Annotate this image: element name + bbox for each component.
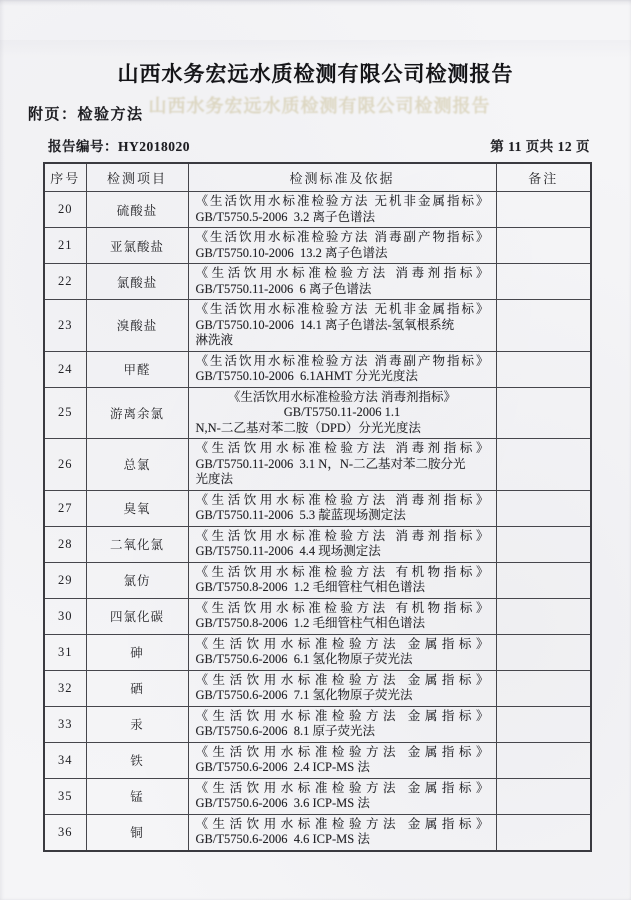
table-row: [44, 778, 591, 814]
standard-line: 《生活饮用水标准检验方法 消毒副产物指标》: [195, 230, 489, 244]
table-body: [44, 192, 591, 851]
page-number-info: 第 11 页共 12 页: [490, 139, 590, 154]
row-standard: [188, 778, 496, 814]
row-standard: [188, 228, 496, 264]
row-number: 35: [44, 778, 86, 814]
row-item: 总氯: [86, 439, 188, 491]
standard-line: 《生活饮用水标准检验方法 消毒副产物指标》: [195, 353, 489, 368]
standard-line: 《生活饮用水标准检验方法 金属指标》: [195, 672, 489, 687]
standard-line: GB/T5750.10-2006 13.2 离子色谱法: [195, 245, 388, 260]
row-number: 25: [44, 387, 86, 439]
row-remark: [496, 778, 591, 814]
standard-line: 《生活饮用水标准检验方法 无机非金属指标》: [195, 194, 489, 208]
row-standard: [188, 264, 496, 300]
row-standard: [188, 670, 496, 706]
row-number: 29: [44, 562, 86, 598]
row-remark: [496, 742, 591, 778]
row-standard: [188, 742, 496, 778]
row-remark: [496, 351, 591, 387]
standard-line: 《生活饮用水标准检验方法 无机非金属指标》: [195, 302, 489, 316]
standard-line: GB/T5750.11-2006 4.4 现场测定法: [195, 544, 381, 558]
row-standard: [188, 526, 496, 562]
table-header-row: [44, 163, 591, 192]
report-table: [43, 162, 592, 852]
row-item: 硒: [86, 670, 188, 706]
standard-line: 《生活饮用水标准检验方法 金属指标》: [195, 636, 489, 651]
row-number: 24: [44, 351, 86, 387]
table-row: [44, 192, 591, 228]
row-item: 甲醛: [86, 351, 188, 387]
standard-line: N,N-二乙基对苯二胺（DPD）分光光度法: [195, 420, 421, 435]
standard-line: 《生活饮用水标准检验方法 金属指标》: [195, 780, 489, 795]
row-number: 22: [44, 264, 86, 300]
row-standard: [188, 598, 496, 634]
standard-line: GB/T5750.8-2006 1.2 毛细管柱气相色谱法: [195, 580, 426, 594]
page-title: 山西水务宏远水质检测有限公司检测报告: [117, 62, 514, 86]
row-standard: [188, 387, 496, 439]
row-remark: [496, 300, 591, 352]
standard-line: GB/T5750.6-2006 3.6 ICP-MS 法: [195, 796, 370, 810]
row-item: 氯仿: [86, 562, 188, 598]
row-number: 32: [44, 670, 86, 706]
row-remark: [496, 490, 591, 526]
row-item: 亚氯酸盐: [86, 228, 188, 264]
standard-line: 《生活饮用水标准检验方法 消毒剂指标》: [195, 441, 489, 455]
row-number: 23: [44, 300, 86, 352]
row-remark: [496, 192, 591, 228]
row-item: 溴酸盐: [86, 300, 188, 352]
table-row: [44, 351, 591, 387]
table-row: [44, 264, 591, 300]
standard-line: GB/T5750.10-2006 14.1 离子色谱法-氢氧根系统: [195, 317, 455, 332]
table-row: [44, 598, 591, 634]
row-standard: [188, 490, 496, 526]
standard-line: GB/T5750.6-2006 4.6 ICP-MS 法: [195, 832, 370, 846]
row-remark: [496, 598, 591, 634]
attachment-subtitle: 附页：检验方法: [28, 105, 144, 123]
row-number: 36: [44, 814, 86, 851]
standard-line: 光度法: [195, 472, 234, 486]
row-remark: [496, 264, 591, 300]
standard-line: 《生活饮用水标准检验方法 金属指标》: [195, 708, 489, 723]
table-row: [44, 387, 591, 439]
header-remark: 备注: [496, 163, 591, 192]
row-number: 28: [44, 526, 86, 562]
row-item: 硫酸盐: [86, 192, 188, 228]
row-remark: [496, 562, 591, 598]
row-item: 游离余氯: [86, 387, 188, 439]
row-item: 砷: [86, 634, 188, 670]
row-item: 锰: [86, 778, 188, 814]
row-item: 臭氧: [86, 490, 188, 526]
table-row: [44, 490, 591, 526]
standard-line: 《生活饮用水标准检验方法 消毒剂指标》: [195, 528, 489, 543]
table-row: [44, 742, 591, 778]
row-number: 33: [44, 706, 86, 742]
table-row: [44, 814, 591, 851]
standard-line: GB/T5750.11-2006 3.1 N，N-二乙基对苯二胺分光: [195, 456, 466, 471]
row-remark: [496, 634, 591, 670]
row-item: 二氧化氯: [86, 526, 188, 562]
row-remark: [496, 670, 591, 706]
scan-artifact-band: [0, 40, 631, 58]
table-row: [44, 526, 591, 562]
standard-line: GB/T5750.6-2006 2.4 ICP-MS 法: [195, 760, 370, 774]
row-number: 26: [44, 439, 86, 491]
row-remark: [496, 814, 591, 851]
row-number: 20: [44, 192, 86, 228]
row-remark: [496, 526, 591, 562]
standard-line: 《生活饮用水标准检验方法 金属指标》: [195, 744, 489, 759]
row-item: 铜: [86, 814, 188, 851]
table-row: [44, 300, 591, 352]
standard-line: GB/T5750.11-2006 5.3 靛蓝现场测定法: [195, 508, 406, 522]
row-item: 氯酸盐: [86, 264, 188, 300]
standard-line: 《生活饮用水标准检验方法 消毒剂指标》: [195, 492, 489, 507]
standard-line: 《生活饮用水标准检验方法 金属指标》: [195, 816, 489, 831]
row-standard: [188, 351, 496, 387]
report-number: 报告编号：HY2018020: [48, 139, 190, 154]
row-standard: [188, 192, 496, 228]
table-row: [44, 439, 591, 491]
row-remark: [496, 706, 591, 742]
row-item: 四氯化碳: [86, 598, 188, 634]
standard-line: GB/T5750.10-2006 6.1AHMT 分光光度法: [195, 369, 418, 383]
table-row: [44, 706, 591, 742]
header-no: 序号: [44, 163, 86, 192]
table-row: [44, 228, 591, 264]
row-standard: [188, 439, 496, 491]
row-number: 21: [44, 228, 86, 264]
standard-line: GB/T5750.6-2006 7.1 氢化物原子荧光法: [195, 688, 413, 702]
table-row: [44, 670, 591, 706]
standard-line: 淋洗液: [195, 333, 234, 347]
row-item: 铁: [86, 742, 188, 778]
standard-line: GB/T5750.11-2006 6 离子色谱法: [195, 281, 372, 296]
table-row: [44, 634, 591, 670]
standard-line: 《生活饮用水标准检验方法 消毒剂指标》: [227, 389, 457, 404]
standard-line: GB/T5750.8-2006 1.2 毛细管柱气相色谱法: [195, 616, 426, 630]
row-standard: [188, 706, 496, 742]
table-row: [44, 562, 591, 598]
standard-line: 《生活饮用水标准检验方法 消毒剂指标》: [195, 266, 489, 280]
row-standard: [188, 814, 496, 851]
standard-line: GB/T5750.6-2006 6.1 氢化物原子荧光法: [195, 652, 413, 666]
row-standard: [188, 634, 496, 670]
row-item: 汞: [86, 706, 188, 742]
row-number: 34: [44, 742, 86, 778]
row-standard: [188, 300, 496, 352]
row-remark: [496, 228, 591, 264]
standard-line: GB/T5750.6-2006 8.1 原子荧光法: [195, 724, 376, 738]
row-standard: [188, 562, 496, 598]
standard-line: GB/T5750.5-2006 3.2 离子色谱法: [195, 209, 376, 224]
meta-row: [43, 135, 590, 153]
header-standard: 检测标准及依据: [188, 163, 496, 192]
row-number: 31: [44, 634, 86, 670]
row-number: 30: [44, 598, 86, 634]
header-item: 检测项目: [86, 163, 188, 192]
standard-line: 《生活饮用水标准检验方法 有机物指标》: [195, 600, 489, 615]
standard-line: 《生活饮用水标准检验方法 有机物指标》: [195, 564, 489, 579]
row-number: 27: [44, 490, 86, 526]
title-ghost-artifact: 山西水务宏远水质检测有限公司检测报告: [148, 96, 491, 117]
row-remark: [496, 387, 591, 439]
row-remark: [496, 439, 591, 491]
standard-line: GB/T5750.11-2006 1.1: [283, 405, 401, 419]
